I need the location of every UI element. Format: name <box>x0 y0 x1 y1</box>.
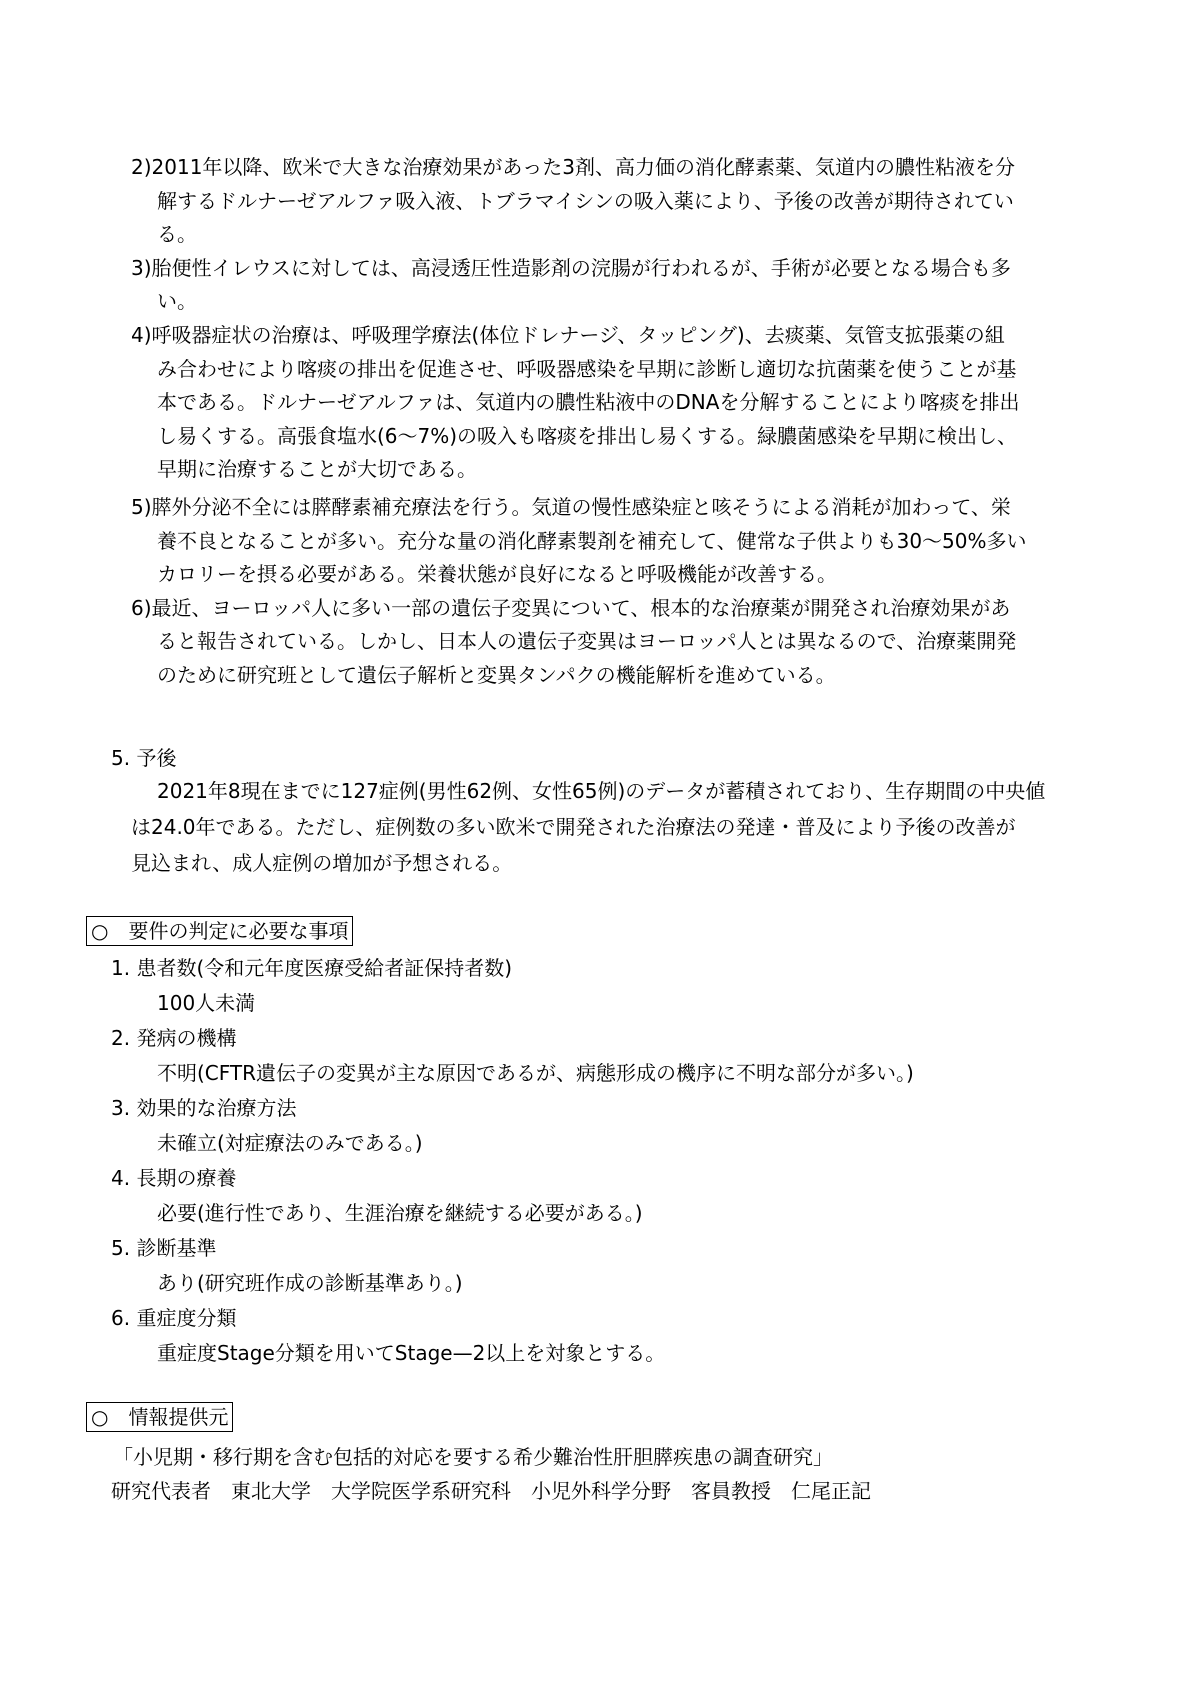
requirement-label: 3. 効果的な治療方法 <box>111 1096 297 1120</box>
source-heading-box: ○ 情報提供元 <box>86 1402 233 1432</box>
section-heading-prognosis: 5. 予後 <box>111 746 177 770</box>
treatment-item-text: 養不良となることが多い。充分な量の消化酵素製剤を補充して、健常な子供よりも30～50%多い <box>157 528 1027 553</box>
requirement-value: 不明(CFTR遺伝子の変異が主な原因であるが、病態形成の機序に不明な部分が多い。) <box>157 1061 914 1085</box>
treatment-item-text: 解するドルナーゼアルファ吸入液、トブラマイシンの吸入薬により、予後の改善が期待されてい <box>157 188 1014 213</box>
requirement-value: 必要(進行性であり、生涯治療を継続する必要がある。) <box>157 1201 643 1225</box>
treatment-item-4: 4)呼吸器症状の治療は、呼吸理学療法(体位ドレナージ、タッピング)、去痰薬、気管支拡張薬の組 <box>131 323 1005 347</box>
treatment-item-text: み合わせにより喀痰の排出を促進させ、呼吸器感染を早期に診断し適切な抗菌薬を使うことが基 <box>157 356 1017 381</box>
treatment-item-2: 2)2011年以降、欧米で大きな治療効果があった3剤、高力価の消化酵素薬、気道内の膿性粘液を分 <box>131 155 1015 179</box>
treatment-item-text: し易くする。高張食塩水(6～7%)の吸入も喀痰を排出し易くする。緑膿菌感染を早期に検出し、 <box>157 423 1018 448</box>
treatment-item-5: 5)膵外分泌不全には膵酵素補充療法を行う。気道の慢性感染症と咳そうによる消耗が加わって、栄 <box>131 495 1011 519</box>
requirement-value: あり(研究班作成の診断基準あり。) <box>157 1271 463 1295</box>
requirement-value: 未確立(対症療法のみである。) <box>157 1131 423 1155</box>
requirement-value: 100人未満 <box>157 991 256 1015</box>
treatment-item-text: る。 <box>157 222 197 247</box>
requirements-heading-box: ○ 要件の判定に必要な事項 <box>86 916 353 946</box>
treatment-item-text: のために研究班として遺伝子解析と変異タンパクの機能解析を進めている。 <box>157 663 836 687</box>
prognosis-text: は24.0年である。ただし、症例数の多い欧米で開発された治療法の発達・普及により予後の改善が <box>131 815 1016 839</box>
requirement-label: 6. 重症度分類 <box>111 1306 237 1330</box>
treatment-item-3: 3)胎便性イレウスに対しては、高浸透圧性造影剤の浣腸が行われるが、手術が必要となる場合も多 <box>131 255 1011 280</box>
requirement-label: 5. 診断基準 <box>111 1236 217 1260</box>
treatment-item-text: 本である。ドルナーゼアルファは、気道内の膿性粘液中のDNAを分解することにより喀痰を排出 <box>157 390 1020 415</box>
source-representative: 研究代表者 東北大学 大学院医学系研究科 小児外科学分野 客員教授 仁尾正記 <box>111 1479 871 1503</box>
requirement-label: 4. 長期の療養 <box>111 1166 237 1190</box>
treatment-item-text: カロリーを摂る必要がある。栄養状態が良好になると呼吸機能が改善する。 <box>157 562 837 587</box>
prognosis-text: 2021年8現在までに127症例(男性62例、女性65例)のデータが蓄積されており、生存期間の中央値 <box>157 779 1046 803</box>
treatment-item-6: 6)最近、ヨーロッパ人に多い一部の遺伝子変異について、根本的な治療薬が開発され治療効果があ <box>131 595 1011 620</box>
treatment-item-text: い。 <box>157 289 197 314</box>
requirement-value: 重症度Stage分類を用いてStage—2以上を対象とする。 <box>157 1341 666 1365</box>
treatment-item-text: 早期に治療することが大切である。 <box>157 457 477 482</box>
requirement-label: 2. 発病の機構 <box>111 1026 237 1050</box>
treatment-item-text: ると報告されている。しかし、日本人の遺伝子変異はヨーロッパ人とは異なるので、治療薬開発 <box>157 629 1017 654</box>
source-project-title: 「小児期・移行期を含む包括的対応を要する希少難治性肝胆膵疾患の調査研究」 <box>113 1445 833 1469</box>
prognosis-text: 見込まれ、成人症例の増加が予想される。 <box>131 851 513 875</box>
requirement-label: 1. 患者数(令和元年度医療受給者証保持者数) <box>111 956 513 980</box>
